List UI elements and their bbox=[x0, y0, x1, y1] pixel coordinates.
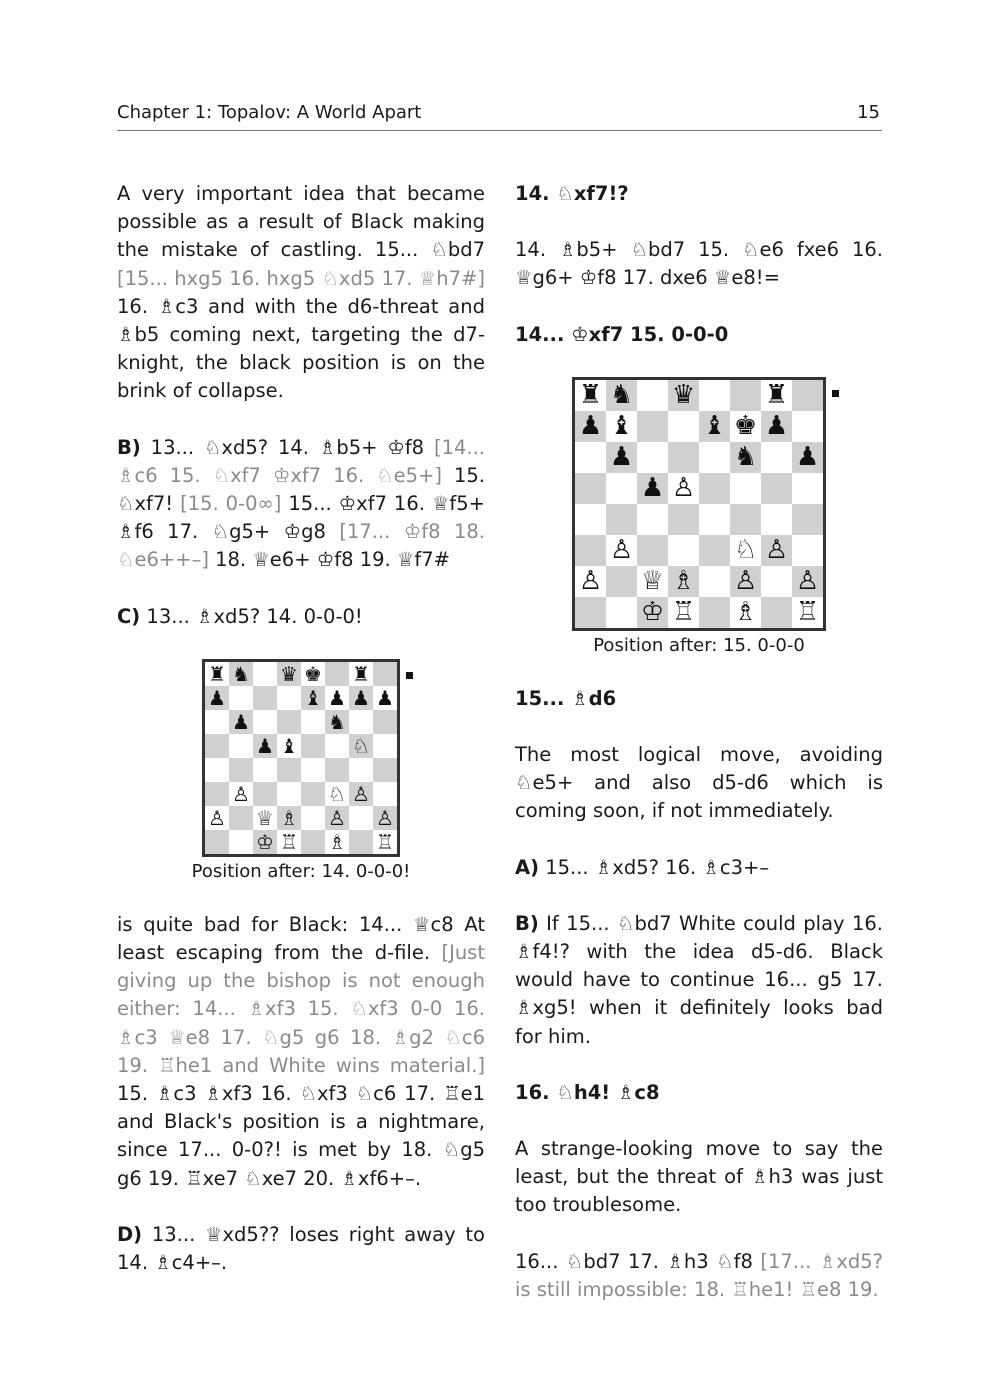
chess-piece-square: ♟ bbox=[253, 734, 277, 758]
chess-piece-square: ♗ bbox=[277, 806, 301, 830]
diagram-caption: Position after: 15. 0-0-0 bbox=[593, 634, 805, 656]
chess-piece-square: ♜ bbox=[349, 662, 373, 686]
chess-piece-square: ♙ bbox=[575, 566, 606, 597]
chess-piece-square: ♖ bbox=[277, 830, 301, 854]
chess-piece-square: ♜ bbox=[205, 662, 229, 686]
board-square bbox=[668, 504, 699, 535]
board-square bbox=[301, 806, 325, 830]
board-square bbox=[253, 662, 277, 686]
chess-piece-square: ♚ bbox=[301, 662, 325, 686]
board-square bbox=[761, 473, 792, 504]
chess-piece-square: ♖ bbox=[792, 597, 823, 628]
board-square bbox=[205, 782, 229, 806]
chess-piece-square: ♟ bbox=[229, 710, 253, 734]
white-to-move-marker bbox=[406, 672, 413, 679]
paragraph-alt-line: 14. ♗b5+ ♘bd7 15. ♘e6 fxe6 16. ♕g6+ ♔f8 17. dxe6 ♕e8!= bbox=[515, 238, 883, 290]
board-square bbox=[229, 806, 253, 830]
paragraph-strange-move: A strange-looking move to say the least, but the threat of ♗h3 was just too troublesome. bbox=[515, 1137, 883, 1217]
board-square bbox=[301, 734, 325, 758]
board-square bbox=[253, 782, 277, 806]
board-square bbox=[637, 504, 668, 535]
board-square bbox=[349, 830, 373, 854]
board-square bbox=[606, 473, 637, 504]
board-square bbox=[575, 473, 606, 504]
board-square bbox=[229, 734, 253, 758]
board-square bbox=[761, 597, 792, 628]
line-a: A) 15... ♗xd5? 16. ♗c3+– bbox=[515, 855, 770, 879]
chess-piece-square: ♔ bbox=[253, 830, 277, 854]
board-square bbox=[699, 535, 730, 566]
paragraph-continuation: 16... ♘bd7 17. ♗h3 ♘f8 [17... ♗xd5? is still impossible: 18. ♖he1! ♖e8 19. bbox=[515, 1249, 883, 1301]
chess-piece-square: ♗ bbox=[325, 830, 349, 854]
board-square bbox=[637, 411, 668, 442]
board-square bbox=[637, 442, 668, 473]
board-square bbox=[575, 597, 606, 628]
line-d: D) 13... ♕xd5?? loses right away to 14. ♗c4+–. bbox=[117, 1222, 485, 1275]
chess-piece-square: ♙ bbox=[325, 806, 349, 830]
board-square bbox=[606, 504, 637, 535]
board-square bbox=[253, 758, 277, 782]
board-square bbox=[301, 830, 325, 854]
chess-piece-square: ♙ bbox=[730, 566, 761, 597]
chess-piece-square: ♟ bbox=[325, 686, 349, 710]
paragraph-logical-move: The most logical move, avoiding ♘e5+ and also d5-d6 which is coming soon, if not immediately. bbox=[515, 743, 883, 823]
chess-piece-square: ♞ bbox=[229, 662, 253, 686]
board-square bbox=[277, 782, 301, 806]
board-square bbox=[730, 473, 761, 504]
chess-piece-square: ♟ bbox=[792, 442, 823, 473]
board-square bbox=[253, 710, 277, 734]
paragraph-bad-for-black: is quite bad for Black: 14... ♕c8 At least escaping from the d-file. [Just giving up the bishop is not enough either: 14... ♗xf3 15. ♘xf3 0-0 16. ♗c3 ♕e8 17. ♘g5 g6 18. ♗g2 ♘c6 19. ♖he1 and White wins material.] 15. ♗c3 ♗xf3 16. ♘xf3 ♘c6 17. ♖e1 and Black's position is a nightmare, since 17... 0-0?! is met by 18. ♘g5 g6 19. ♖xe7 ♘xe7 20. ♗xf6+–. bbox=[117, 912, 485, 1190]
board-square bbox=[373, 662, 397, 686]
chess-piece-square: ♖ bbox=[373, 830, 397, 854]
chess-piece-square: ♔ bbox=[637, 597, 668, 628]
board-square bbox=[373, 710, 397, 734]
chess-piece-square: ♞ bbox=[730, 442, 761, 473]
black-to-move-marker bbox=[832, 390, 839, 397]
board-square bbox=[229, 830, 253, 854]
board-square bbox=[349, 710, 373, 734]
chess-piece-square: ♟ bbox=[761, 411, 792, 442]
board-square bbox=[668, 442, 699, 473]
line-label: B) bbox=[515, 911, 539, 935]
board-square bbox=[730, 380, 761, 411]
board-square bbox=[575, 504, 606, 535]
page-header bbox=[117, 100, 882, 131]
chess-piece-square: ♘ bbox=[730, 535, 761, 566]
line-b-right: B) If 15... ♘bd7 White could play 16. ♗f4!? with the idea d5-d6. Black would have to continue 16... g5 17. ♗xg5! when it definitely looks bad for him. bbox=[515, 911, 883, 1048]
chess-piece-square: ♕ bbox=[253, 806, 277, 830]
right-column bbox=[515, 180, 883, 1332]
chess-piece-square: ♟ bbox=[606, 442, 637, 473]
chess-piece-square: ♘ bbox=[325, 782, 349, 806]
move-heading: 14... ♔xf7 15. 0-0-0 bbox=[515, 322, 729, 346]
board-square bbox=[761, 442, 792, 473]
board-square bbox=[792, 504, 823, 535]
chess-piece-square: ♙ bbox=[761, 535, 792, 566]
chess-piece-square: ♙ bbox=[205, 806, 229, 830]
chess-piece-square: ♞ bbox=[325, 710, 349, 734]
board-square bbox=[699, 597, 730, 628]
page-number: 15 bbox=[857, 102, 880, 123]
board-square bbox=[575, 535, 606, 566]
board-square bbox=[325, 758, 349, 782]
board-square bbox=[301, 782, 325, 806]
board-grid bbox=[205, 662, 397, 854]
board-square bbox=[699, 504, 730, 535]
board-square bbox=[229, 686, 253, 710]
board-square bbox=[606, 566, 637, 597]
board-square bbox=[349, 758, 373, 782]
chess-piece-square: ♙ bbox=[349, 782, 373, 806]
move-heading: 14. ♘xf7!? bbox=[515, 182, 629, 205]
chess-piece-square: ♜ bbox=[575, 380, 606, 411]
paragraph-castling-idea: A very important idea that became possible as a result of Black making the mistake of castling. 15... ♘bd7 [15... hxg5 16. hxg5 ♘xd5 17. ♕h7#] 16. ♗c3 and with the d6-threat and ♗b5 coming next, targeting the d7-knight, the black position is on the brink of collapse. bbox=[117, 182, 485, 403]
chess-piece-square: ♟ bbox=[373, 686, 397, 710]
board-square bbox=[637, 380, 668, 411]
chess-piece-square: ♝ bbox=[606, 411, 637, 442]
board-square bbox=[277, 710, 301, 734]
board-square bbox=[792, 535, 823, 566]
chess-piece-square: ♖ bbox=[668, 597, 699, 628]
line-b: B) 13... ♘xd5? 14. ♗b5+ ♔f8 [14... ♗c6 15. ♘xf7 ♔xf7 16. ♘e5+] 15. ♘xf7! [15. 0-0∞] 15... ♔xf7 16. ♕f5+ ♗f6 17. ♘g5+ ♔g8 [17... ♔f8 18. ♘e6++–] 18. ♕e6+ ♔f8 19. ♕f7# bbox=[117, 435, 485, 572]
left-column bbox=[117, 180, 485, 1305]
variation-note: [15... hxg5 16. hxg5 ♘xd5 17. ♕h7#] bbox=[117, 266, 485, 290]
chess-piece-square: ♘ bbox=[349, 734, 373, 758]
board-square bbox=[325, 662, 349, 686]
line-label: B) bbox=[117, 435, 141, 459]
board-square bbox=[575, 442, 606, 473]
chess-piece-square: ♛ bbox=[668, 380, 699, 411]
chess-piece-square: ♟ bbox=[349, 686, 373, 710]
line-label: C) bbox=[117, 604, 141, 628]
chess-piece-square: ♝ bbox=[699, 411, 730, 442]
board-square bbox=[277, 686, 301, 710]
chess-piece-square: ♝ bbox=[301, 686, 325, 710]
line-label: A) bbox=[515, 855, 540, 879]
board-square bbox=[277, 758, 301, 782]
diagram-1 bbox=[117, 659, 485, 883]
board-square bbox=[373, 758, 397, 782]
board-square bbox=[699, 566, 730, 597]
board-square bbox=[792, 380, 823, 411]
board-square bbox=[229, 758, 253, 782]
chess-piece-square: ♕ bbox=[637, 566, 668, 597]
board-square bbox=[699, 442, 730, 473]
chess-piece-square: ♟ bbox=[205, 686, 229, 710]
chess-piece-square: ♜ bbox=[761, 380, 792, 411]
diagram-caption: Position after: 14. 0-0-0! bbox=[191, 860, 411, 882]
board-grid bbox=[575, 380, 823, 628]
board-square bbox=[792, 473, 823, 504]
board-square bbox=[205, 734, 229, 758]
board-square bbox=[253, 686, 277, 710]
diagram-2 bbox=[515, 377, 883, 657]
chess-piece-square: ♞ bbox=[606, 380, 637, 411]
board-square bbox=[373, 734, 397, 758]
chessboard bbox=[202, 659, 400, 857]
chess-piece-square: ♙ bbox=[606, 535, 637, 566]
line-label: D) bbox=[117, 1222, 143, 1246]
move-heading: 15... ♗d6 bbox=[515, 686, 617, 710]
board-square bbox=[325, 734, 349, 758]
line-c: C) 13... ♗xd5? 14. 0-0-0! bbox=[117, 604, 363, 628]
chessboard bbox=[572, 377, 826, 631]
board-square bbox=[761, 504, 792, 535]
chess-piece-square: ♟ bbox=[575, 411, 606, 442]
move-heading: 16. ♘h4! ♗c8 bbox=[515, 1080, 660, 1104]
chess-piece-square: ♟ bbox=[637, 473, 668, 504]
board-square bbox=[637, 535, 668, 566]
board-square bbox=[205, 830, 229, 854]
chess-piece-square: ♝ bbox=[277, 734, 301, 758]
board-square bbox=[301, 710, 325, 734]
board-square bbox=[761, 566, 792, 597]
chapter-title: Chapter 1: Topalov: A World Apart bbox=[117, 102, 422, 123]
board-square bbox=[373, 782, 397, 806]
board-square bbox=[205, 758, 229, 782]
board-square bbox=[606, 597, 637, 628]
board-square bbox=[205, 710, 229, 734]
board-square bbox=[668, 411, 699, 442]
chess-piece-square: ♗ bbox=[668, 566, 699, 597]
board-square bbox=[349, 806, 373, 830]
board-square bbox=[301, 758, 325, 782]
chess-piece-square: ♚ bbox=[730, 411, 761, 442]
board-square bbox=[668, 535, 699, 566]
board-square bbox=[792, 411, 823, 442]
chess-piece-square: ♗ bbox=[730, 597, 761, 628]
chess-piece-square: ♛ bbox=[277, 662, 301, 686]
board-square bbox=[730, 504, 761, 535]
board-square bbox=[699, 380, 730, 411]
chess-piece-square: ♙ bbox=[373, 806, 397, 830]
chess-piece-square: ♙ bbox=[792, 566, 823, 597]
board-square bbox=[699, 473, 730, 504]
chess-piece-square: ♙ bbox=[229, 782, 253, 806]
chess-piece-square: ♙ bbox=[668, 473, 699, 504]
